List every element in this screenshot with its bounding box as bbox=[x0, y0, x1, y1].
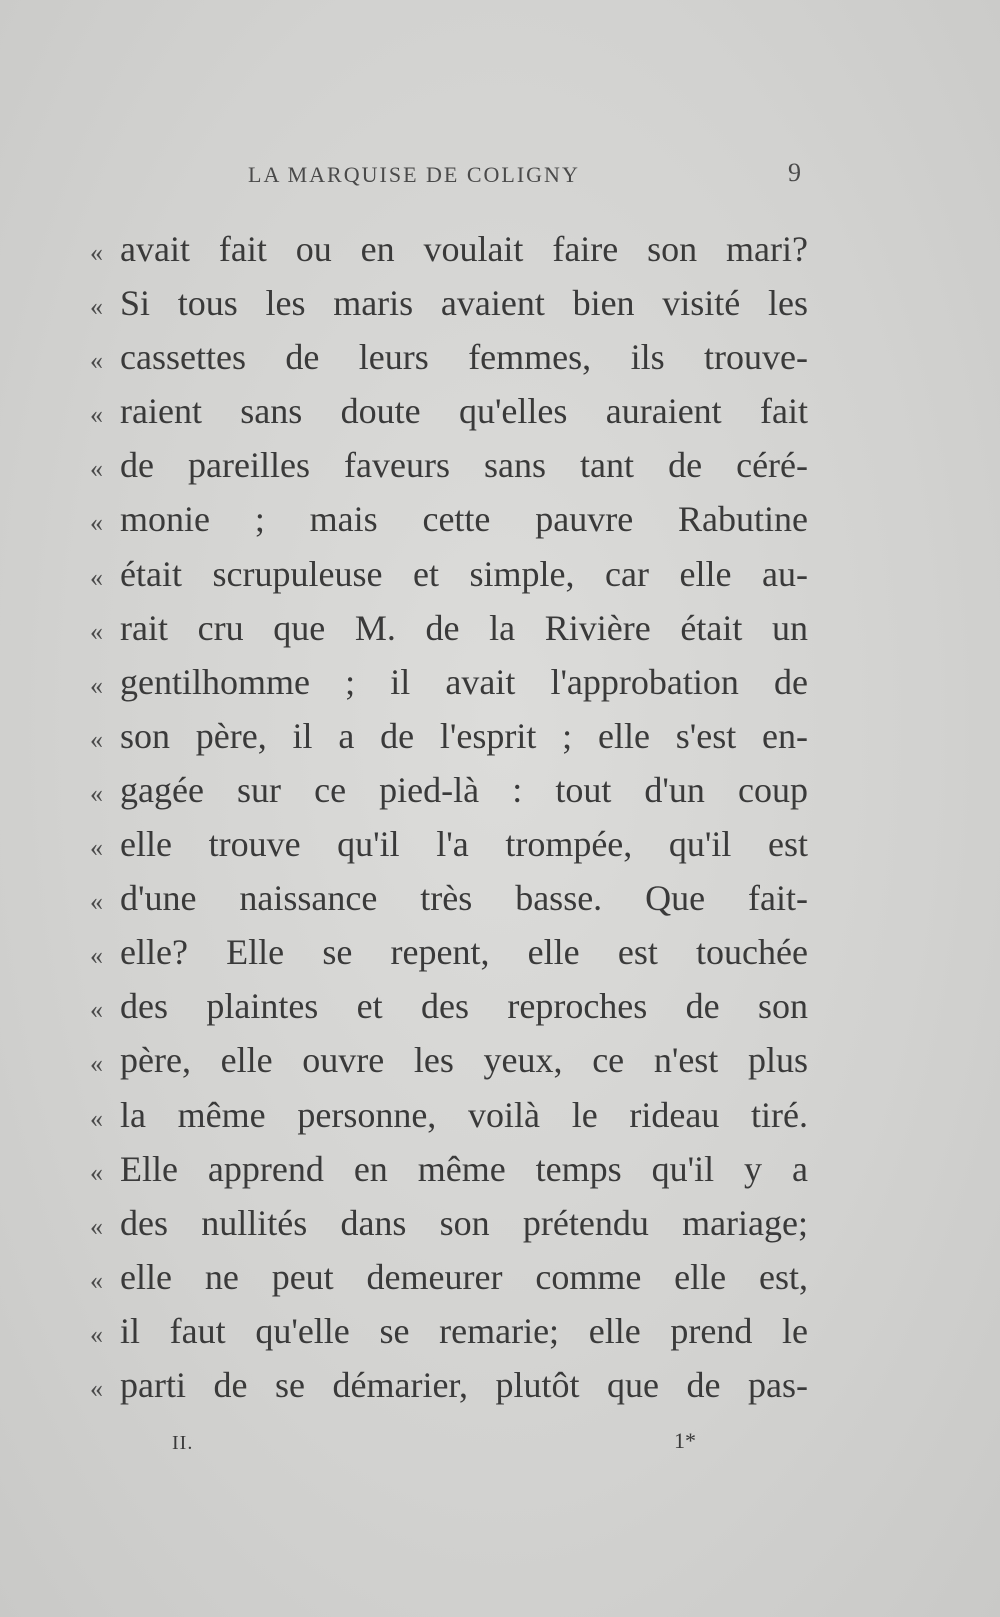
line-text: de pareilles faveurs sans tant de céré- bbox=[120, 445, 808, 486]
line-text: père, elle ouvre les yeux, ce n'est plus bbox=[120, 1040, 808, 1081]
line-text: d'une naissance très basse. Que fait- bbox=[120, 878, 808, 919]
signature-mark: II. bbox=[172, 1432, 194, 1454]
text-line bbox=[90, 438, 810, 492]
text-line bbox=[90, 655, 810, 709]
text-line bbox=[90, 979, 810, 1033]
text-line bbox=[90, 547, 810, 601]
quote-mark: « bbox=[90, 995, 103, 1025]
body-text bbox=[90, 222, 810, 1412]
text-line bbox=[90, 330, 810, 384]
quote-mark: « bbox=[90, 1373, 103, 1403]
text-line bbox=[90, 925, 810, 979]
text-line bbox=[90, 1088, 810, 1142]
quote-mark: « bbox=[90, 616, 103, 646]
quote-mark: « bbox=[90, 1265, 103, 1295]
line-text: des nullités dans son prétendu mariage; bbox=[120, 1202, 808, 1243]
text-line bbox=[90, 384, 810, 438]
quote-mark: « bbox=[90, 400, 103, 430]
text-line bbox=[90, 601, 810, 655]
quote-mark: « bbox=[90, 724, 103, 754]
page-number: 9 bbox=[788, 158, 801, 187]
text-line bbox=[90, 1142, 810, 1196]
line-text: elle? Elle se repent, elle est touchée bbox=[120, 932, 808, 973]
line-text: gentilhomme ; il avait l'approbation de bbox=[120, 661, 808, 702]
quote-mark: « bbox=[90, 346, 103, 376]
line-text: elle ne peut demeurer comme elle est, bbox=[120, 1256, 808, 1297]
text-line bbox=[90, 1033, 810, 1087]
quote-mark: « bbox=[90, 454, 103, 484]
text-line bbox=[90, 222, 810, 276]
line-text: Si tous les maris avaient bien visité les bbox=[120, 283, 808, 324]
line-text: Elle apprend en même temps qu'il y a bbox=[120, 1148, 808, 1189]
quote-mark: « bbox=[90, 778, 103, 808]
text-line bbox=[90, 709, 810, 763]
quote-mark: « bbox=[90, 670, 103, 700]
line-text: avait fait ou en voulait faire son mari? bbox=[120, 229, 808, 269]
line-text: la même personne, voilà le rideau tiré. bbox=[120, 1094, 808, 1135]
quote-mark: « bbox=[90, 1157, 103, 1187]
quote-mark: « bbox=[90, 562, 103, 592]
quote-mark: « bbox=[90, 833, 103, 863]
quote-mark: « bbox=[90, 941, 103, 971]
line-text: rait cru que M. de la Rivière était un bbox=[120, 607, 808, 648]
line-text: son père, il a de l'esprit ; elle s'est en- bbox=[120, 715, 808, 756]
text-line bbox=[90, 763, 810, 817]
quote-mark: « bbox=[90, 292, 103, 322]
text-line bbox=[90, 276, 810, 330]
line-text: parti de se démarier, plutôt que de pas- bbox=[120, 1364, 808, 1405]
text-line bbox=[90, 817, 810, 871]
quote-mark: « bbox=[90, 508, 103, 538]
line-text: il faut qu'elle se remarie; elle prend le bbox=[120, 1310, 808, 1351]
text-line bbox=[90, 492, 810, 546]
line-text: raient sans doute qu'elles auraient fait bbox=[120, 391, 808, 432]
text-line bbox=[90, 871, 810, 925]
text-line bbox=[90, 1196, 810, 1250]
text-line bbox=[90, 1304, 810, 1358]
quote-mark: « bbox=[90, 1319, 103, 1349]
quote-mark: « bbox=[90, 238, 103, 267]
line-text: cassettes de leurs femmes, ils trouve- bbox=[120, 337, 808, 378]
quote-mark: « bbox=[90, 1211, 103, 1241]
sheet-number: 1* bbox=[674, 1428, 696, 1453]
running-head: LA MARQUISE DE COLIGNY bbox=[248, 162, 580, 187]
line-text: monie ; mais cette pauvre Rabutine bbox=[120, 499, 808, 540]
quote-mark: « bbox=[90, 1049, 103, 1079]
line-text: des plaintes et des reproches de son bbox=[120, 986, 808, 1027]
quote-mark: « bbox=[90, 1103, 103, 1133]
text-line bbox=[90, 1358, 810, 1412]
line-text: gagée sur ce pied-là : tout d'un coup bbox=[120, 769, 808, 810]
text-line bbox=[90, 1250, 810, 1304]
quote-mark: « bbox=[90, 887, 103, 917]
line-text: elle trouve qu'il l'a trompée, qu'il est bbox=[120, 824, 808, 865]
line-text: était scrupuleuse et simple, car elle au- bbox=[120, 553, 808, 594]
